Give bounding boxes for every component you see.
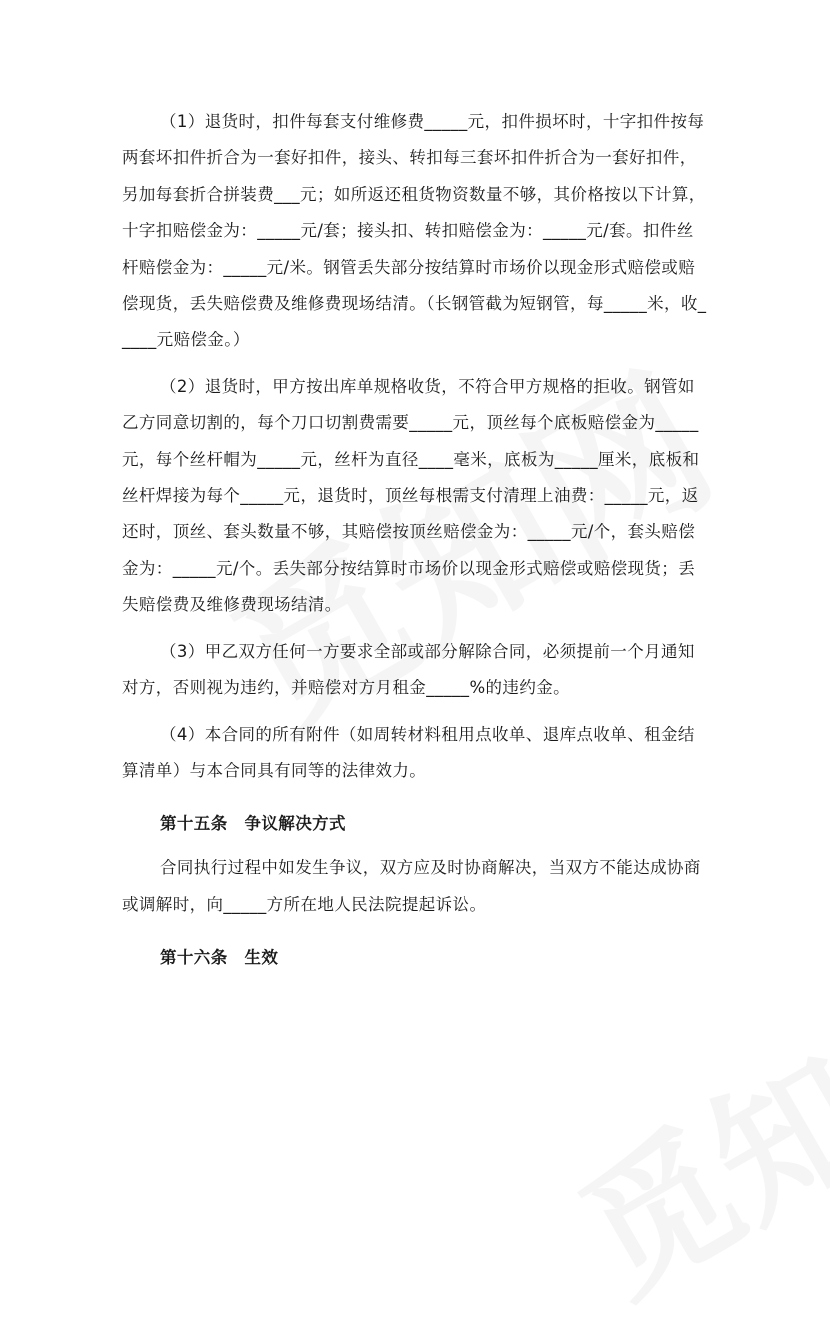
- document-body: [122, 104, 710, 984]
- article-16-heading: 第十六条 生效: [160, 947, 279, 967]
- clause-2-paragraph: （2）退货时，甲方按出库单规格收货，不符合甲方规格的拒收。钢管如乙方同意切割的，每个刀口切割费需要_____元，顶丝每个底板赔偿金为_____元，每个丝杆帽为_____元，丝杆为直径____毫米，底板为_____厘米，底板和丝杆焊接为每个_____元，退货时，顶丝每根需支付清理上油费：_____元，返还时，顶丝、套头数量不够，其赔偿按顶丝赔偿金为：_____元/个，套头赔偿金为：_____元/个。丢失部分按结算时市场价以现金形式赔偿或赔偿现货；丢失赔偿费及维修费现场结清。: [122, 376, 700, 615]
- clause-1-paragraph: （1）退货时，扣件每套支付维修费_____元，扣件损坏时，十字扣件按每两套坏扣件折合为一套好扣件，接头、转扣每三套坏扣件折合为一套好扣件，另加每套折合拼装费___元；如所返还租货物资数量不够，其价格按以下计算，十字扣赔偿金为：_____元/套；接头扣、转扣赔偿金为：_____元/套。扣件丝杆赔偿金为：_____元/米。钢管丢失部分按结算时市场价以现金形式赔偿或赔偿现货，丢失赔偿费及维修费现场结清。（长钢管截为短钢管，每_____米，收_____元赔偿金。）: [122, 112, 707, 350]
- clause-4-paragraph: （4）本合同的所有附件（如周转材料租用点收单、退库点收单、租金结算清单）与本合同具有同等的法律效力。: [122, 724, 695, 780]
- article-15-heading: 第十五条 争议解决方式: [160, 813, 346, 833]
- article-15-body: 合同执行过程中如发生争议，双方应及时协商解决，当双方不能达成协商或调解时，向_____方所在地人民法院提起诉讼。: [122, 858, 701, 914]
- clause-3-paragraph: （3）甲乙双方任何一方要求全部或部分解除合同，必须提前一个月通知对方，否则视为违约，并赔偿对方月租金_____%的违约金。: [122, 641, 695, 698]
